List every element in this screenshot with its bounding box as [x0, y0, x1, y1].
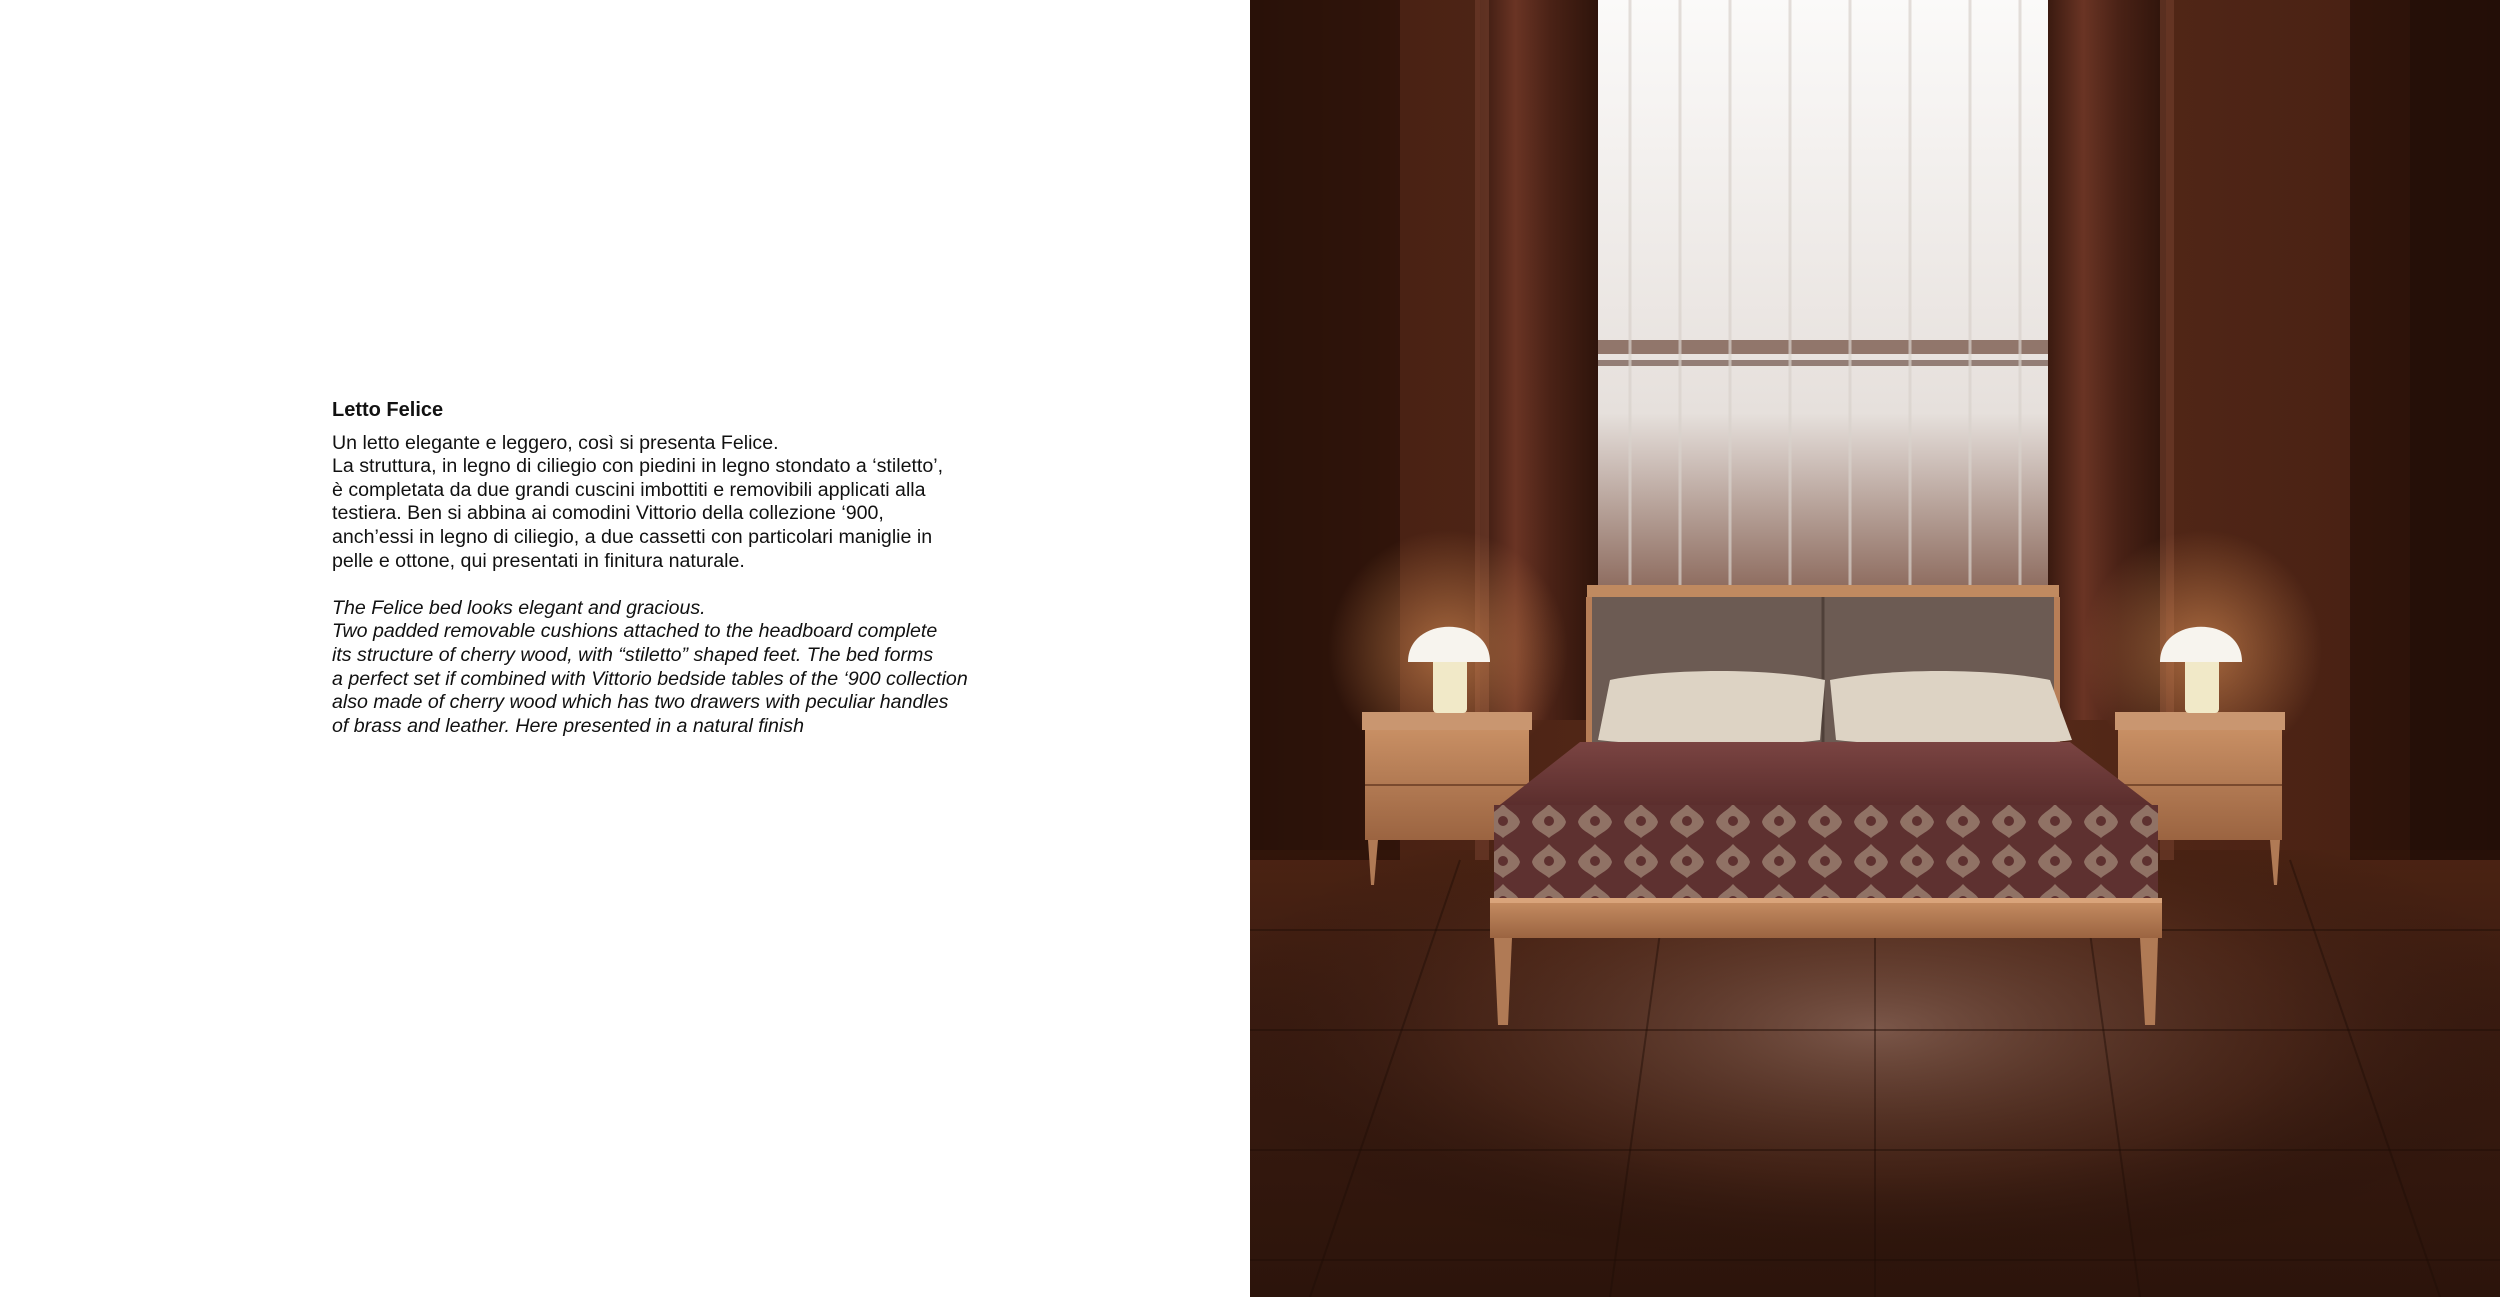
product-title: Letto Felice: [332, 399, 444, 421]
product-description: [332, 399, 972, 738]
english-line: of brass and leather. Here presented in a natural finish: [332, 714, 804, 737]
english-description: [332, 597, 972, 739]
bedroom-scene-illustration: [1250, 0, 2500, 1297]
italian-line: pelle e ottone, qui presentati in finitura naturale.: [332, 549, 745, 572]
italian-line: è completata da due grandi cuscini imbottiti e removibili applicati alla: [332, 478, 926, 501]
bedroom-photo: [1250, 0, 2500, 1297]
english-line: Two padded removable cushions attached to the headboard complete: [332, 620, 938, 643]
italian-description: [332, 432, 972, 574]
italian-line: La struttura, in legno di ciliegio con piedini in legno stondato a ‘stiletto’,: [332, 455, 944, 478]
italian-line: Un letto elegante e leggero, così si presenta Felice.: [332, 431, 779, 454]
english-line: also made of cherry wood which has two drawers with peculiar handles: [332, 691, 949, 714]
english-line: The Felice bed looks elegant and gracious.: [332, 596, 706, 619]
window: [1595, 0, 2050, 590]
italian-line: testiera. Ben si abbina ai comodini Vittorio della collezione ‘900,: [332, 502, 884, 525]
english-line: a perfect set if combined with Vittorio bedside tables of the ‘900 collection: [332, 667, 968, 690]
italian-line: anch’essi in legno di ciliegio, a due cassetti con particolari maniglie in: [332, 525, 933, 548]
english-line: its structure of cherry wood, with “stiletto” shaped feet. The bed forms: [332, 643, 934, 666]
